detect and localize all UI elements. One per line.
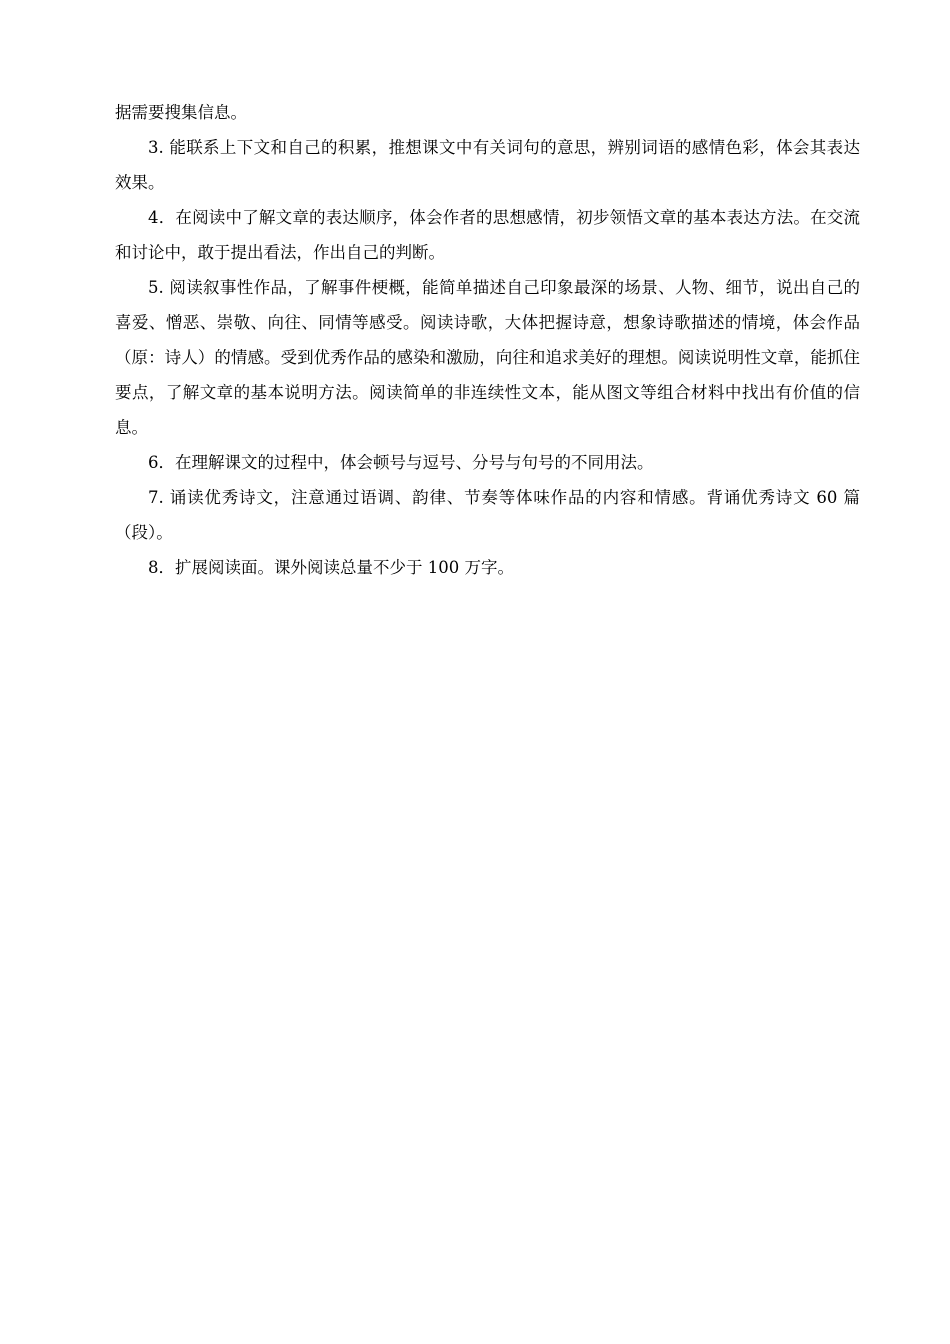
paragraph-continuation: 据需要搜集信息。 xyxy=(115,103,247,122)
paragraph-item-3: 3. 能联系上下文和自己的积累，推想课文中有关词句的意思，辨别词语的感情色彩，体会其表达效果。 xyxy=(115,138,860,192)
paragraph-item-4: 4．在阅读中了解文章的表达顺序，体会作者的思想感情，初步领悟文章的基本表达方法。在交流和讨论中，敢于提出看法，作出自己的判断。 xyxy=(115,208,860,262)
paragraph-item-6: 6．在理解课文的过程中，体会顿号与逗号、分号与句号的不同用法。 xyxy=(148,453,654,472)
paragraph-item-7: 7. 诵读优秀诗文，注意通过语调、韵律、节奏等体味作品的内容和情感。背诵优秀诗文 60 篇（段）。 xyxy=(115,488,860,542)
paragraph-item-8: 8．扩展阅读面。课外阅读总量不少于 100 万字。 xyxy=(148,558,514,577)
document-body xyxy=(115,95,860,585)
paragraph-item-5: 5. 阅读叙事性作品，了解事件梗概，能简单描述自己印象最深的场景、人物、细节，说出自己的喜爱、憎恶、崇敬、向往、同情等感受。阅读诗歌，大体把握诗意，想象诗歌描述的情境，体会作品（原：诗人）的情感。受到优秀作品的感染和激励，向往和追求美好的理想。阅读说明性文章，能抓住要点，了解文章的基本说明方法。阅读简单的非连续性文本，能从图文等组合材料中找出有价值的信息。 xyxy=(115,278,860,437)
